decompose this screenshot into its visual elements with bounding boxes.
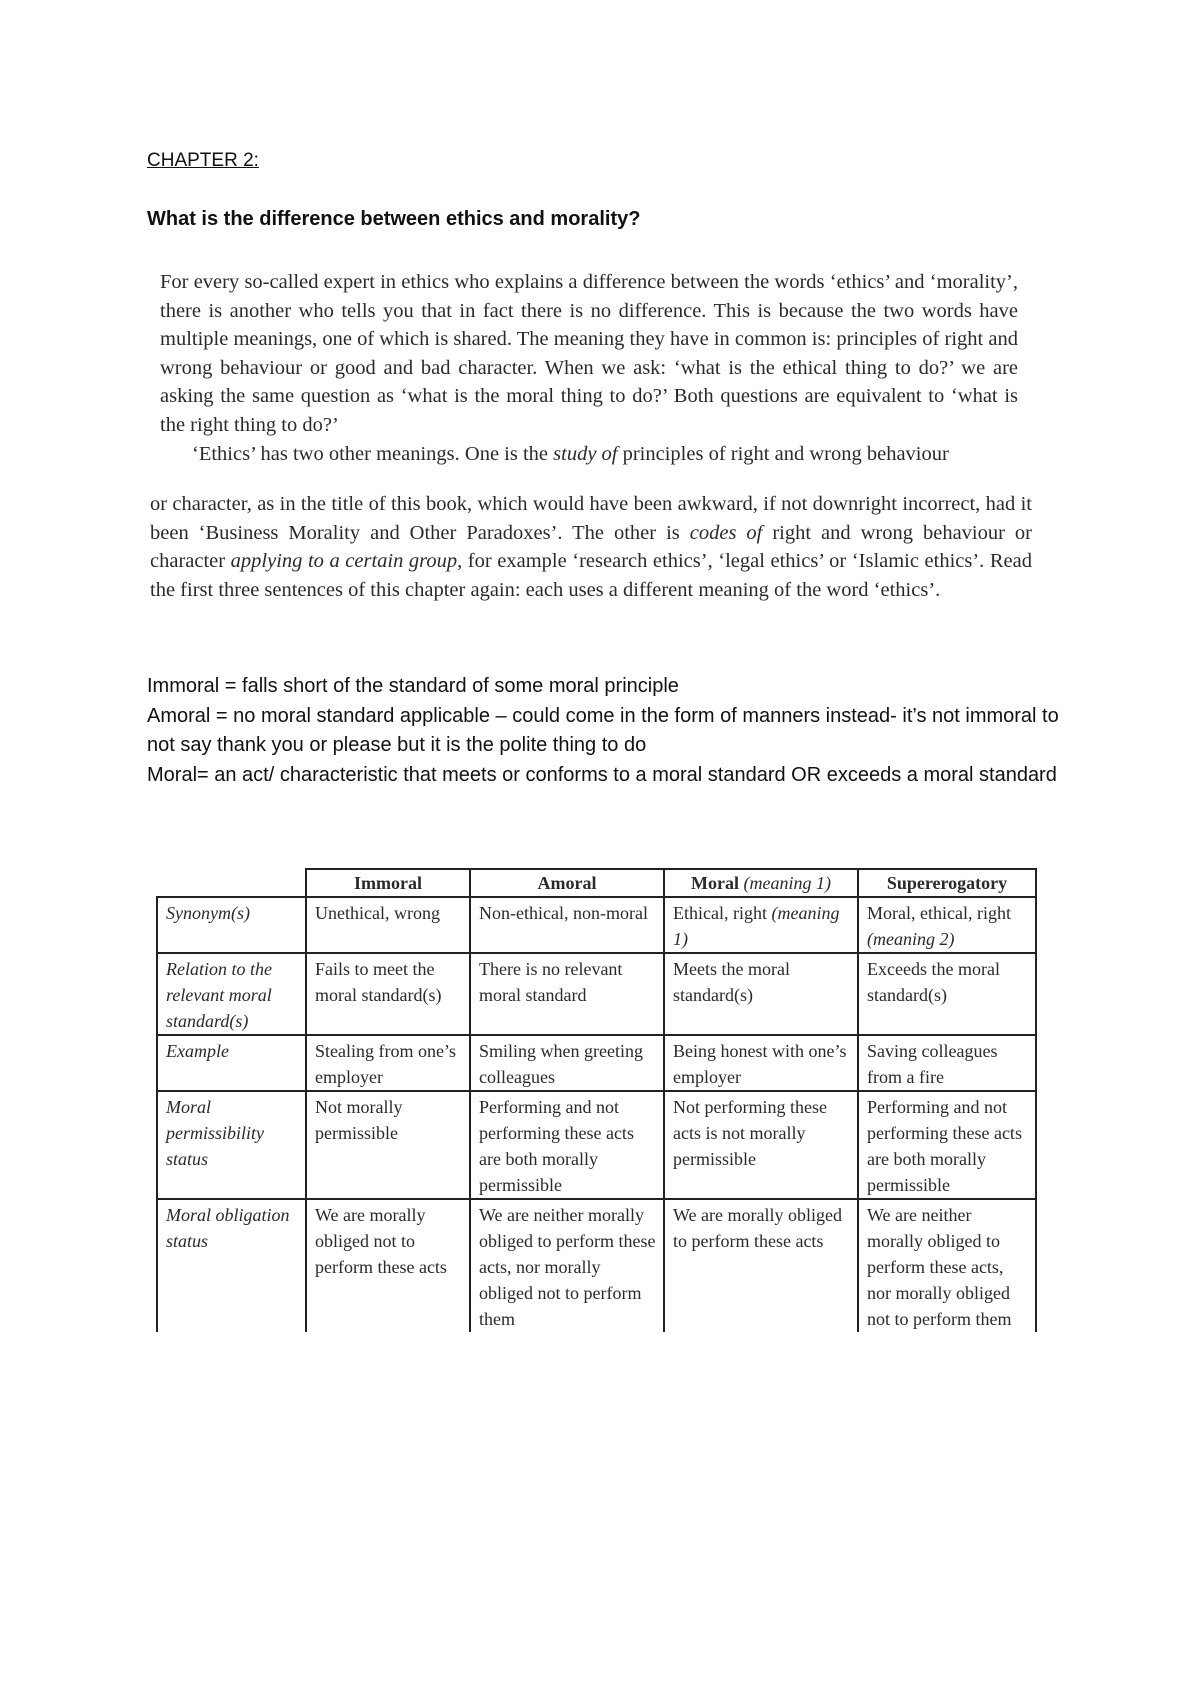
comparison-table bbox=[156, 868, 1037, 1332]
header-moral-label: Moral bbox=[691, 873, 744, 893]
table-row bbox=[157, 1199, 1036, 1332]
cell-note: (meaning 2) bbox=[867, 929, 955, 949]
comparison-table-wrapper bbox=[156, 868, 1037, 1332]
section-question: What is the difference between ethics and morality? bbox=[147, 208, 641, 230]
book-excerpt-top bbox=[160, 268, 1018, 468]
excerpt-emphasis: applying to a certain group bbox=[230, 550, 458, 573]
header-moral bbox=[664, 869, 858, 897]
excerpt-emphasis: study of bbox=[553, 442, 618, 465]
chapter-heading: CHAPTER 2: bbox=[147, 150, 259, 171]
cell-supererogatory: Exceeds the moral standard(s) bbox=[858, 953, 1036, 1035]
book-excerpt-bottom bbox=[150, 490, 1032, 604]
excerpt-emphasis: codes of bbox=[689, 521, 763, 544]
cell-amoral: There is no relevant moral standard bbox=[470, 953, 664, 1035]
cell-immoral: We are morally obliged not to perform these acts bbox=[306, 1199, 470, 1332]
excerpt-text: or character, as in the title of this book, which would have been awkward, if not downright incorrect, had it been ‘Business Morality and Other Paradoxes’. The other is bbox=[150, 493, 1032, 544]
excerpt-paragraph-1: For every so-called expert in ethics who explains a difference between the words ‘ethics’ and ‘morality’, there is another who tells you that in fact there is no difference. This is because the two words have multiple meanings, one of which is shared. The meaning they have in common is: principles of right and wrong behaviour or good and bad character. When we ask: ‘what is the ethical thing to do?’ we are asking the same question as ‘what is the moral thing to do?’ Both questions are equivalent to ‘what is the right thing to do?’ bbox=[160, 271, 1018, 436]
cell-supererogatory: Performing and not performing these acts are both morally permissible bbox=[858, 1091, 1036, 1199]
table-header-row bbox=[157, 869, 1036, 897]
cell-note: (meaning 1) bbox=[673, 903, 840, 949]
cell-immoral: Unethical, wrong bbox=[306, 897, 470, 953]
excerpt-paragraph-2 bbox=[160, 440, 1018, 469]
header-supererogatory: Supererogatory bbox=[858, 869, 1036, 897]
cell-supererogatory: We are neither morally obliged to perform these acts, nor morally obliged not to perform them bbox=[858, 1199, 1036, 1332]
definition-amoral: Amoral = no moral standard applicable – could come in the form of manners instead- it’s not immoral to not say thank you or please but it is the polite thing to do bbox=[147, 704, 1059, 756]
cell-amoral: Non-ethical, non-moral bbox=[470, 897, 664, 953]
cell-moral: Being honest with one’s employer bbox=[664, 1035, 858, 1091]
cell-amoral: Smiling when greeting colleagues bbox=[470, 1035, 664, 1091]
excerpt-text: ‘Ethics’ has two other meanings. One is the bbox=[192, 442, 554, 465]
definition-moral: Moral= an act/ characteristic that meets or conforms to a moral standard OR exceeds a moral standard bbox=[147, 763, 1057, 786]
cell-moral: We are morally obliged to perform these acts bbox=[664, 1199, 858, 1332]
header-moral-note: (meaning 1) bbox=[743, 873, 831, 893]
cell-immoral: Not morally permissible bbox=[306, 1091, 470, 1199]
cell-supererogatory: Saving colleagues from a fire bbox=[858, 1035, 1036, 1091]
cell-immoral: Fails to meet the moral standard(s) bbox=[306, 953, 470, 1035]
definition-immoral: Immoral = falls short of the standard of some moral principle bbox=[147, 675, 679, 697]
table-row bbox=[157, 953, 1036, 1035]
cell-amoral: We are neither morally obliged to perform these acts, nor morally obliged not to perform them bbox=[470, 1199, 664, 1332]
excerpt-text: right and wrong behaviour or character bbox=[150, 521, 1032, 573]
excerpt-text: principles of right and wrong behaviour bbox=[617, 442, 949, 465]
header-amoral: Amoral bbox=[470, 869, 664, 897]
table-row bbox=[157, 897, 1036, 953]
row-label: Moral permissibility status bbox=[157, 1091, 306, 1199]
cell-supererogatory bbox=[858, 897, 1036, 953]
row-label: Synonym(s) bbox=[157, 897, 306, 953]
row-label: Relation to the relevant moral standard(s) bbox=[157, 953, 306, 1035]
excerpt-paragraph-3 bbox=[150, 490, 1032, 604]
row-label: Example bbox=[157, 1035, 306, 1091]
cell-immoral: Stealing from one’s employer bbox=[306, 1035, 470, 1091]
table-corner-cell bbox=[157, 869, 306, 897]
cell-text: Moral, ethical, right bbox=[867, 903, 1011, 923]
cell-amoral: Performing and not performing these acts are both morally permissible bbox=[470, 1091, 664, 1199]
header-immoral: Immoral bbox=[306, 869, 470, 897]
cell-moral: Not performing these acts is not morally permissible bbox=[664, 1091, 858, 1199]
cell-moral bbox=[664, 897, 858, 953]
table-row bbox=[157, 1091, 1036, 1199]
row-label: Moral obligation status bbox=[157, 1199, 306, 1332]
definitions-list bbox=[147, 672, 1077, 790]
cell-moral: Meets the moral standard(s) bbox=[664, 953, 858, 1035]
excerpt-text: , for example ‘research ethics’, ‘legal ethics’ or ‘Islamic ethics’. Read the first three sentences of this chapter again: each uses a different meaning of the word ‘ethics’. bbox=[150, 550, 1032, 601]
table-row bbox=[157, 1035, 1036, 1091]
cell-text: Ethical, right bbox=[673, 903, 772, 923]
